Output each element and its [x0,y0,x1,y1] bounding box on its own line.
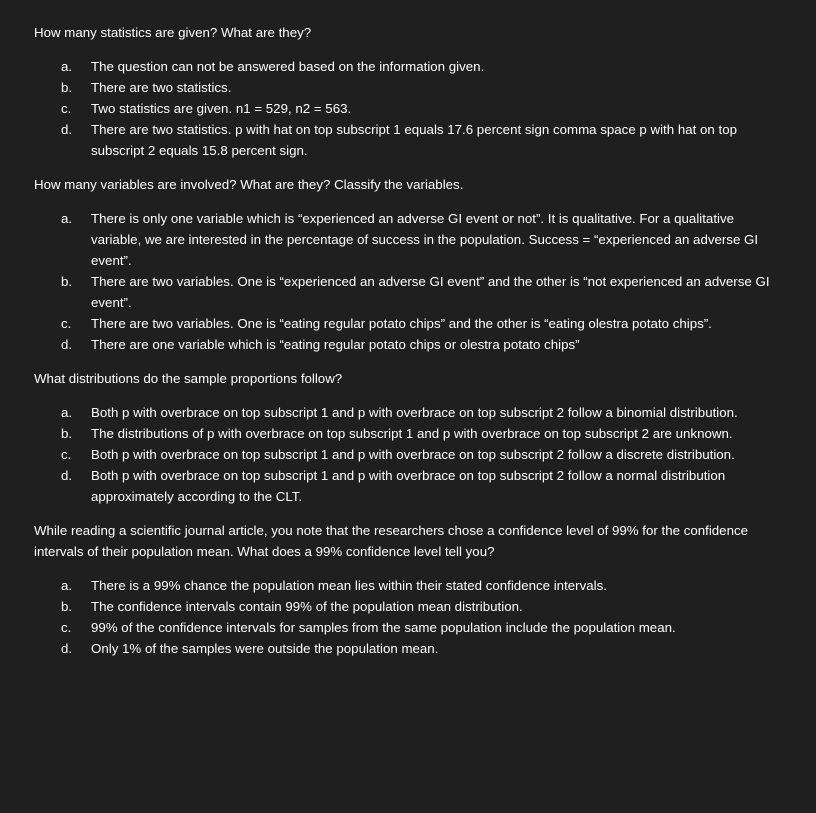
question-3 [34,368,774,507]
option-letter: a. [61,59,73,74]
option-letter: a. [61,578,73,593]
option-b[interactable] [34,271,774,313]
option-letter: b. [61,80,73,95]
option-text: There are two variables. One is “eating regular potato chips” and the other is “eating olestra potato chips”. [91,316,712,331]
option-text: The question can not be answered based on the information given. [91,59,485,74]
option-text: There are one variable which is “eating regular potato chips or olestra potato chips” [91,337,580,352]
option-text: There are two statistics. [91,80,232,95]
question-1 [34,22,774,161]
option-text: There is only one variable which is “experienced an adverse GI event or not”. It is qualitative. For a qualitative variable, we are interested in the percentage of success in the population. Success = “experienced an adverse GI event”. [91,211,759,268]
option-text: The distributions of p with overbrace on top subscript 1 and p with overbrace on top subscript 2 are unknown. [91,426,733,441]
option-text: There is a 99% chance the population mean lies within their stated confidence intervals. [91,578,607,593]
question-prompt: How many statistics are given? What are they? [34,25,312,40]
option-text: Only 1% of the samples were outside the population mean. [91,641,439,656]
question-4 [34,520,774,659]
question-2 [34,174,774,355]
question-prompt: What distributions do the sample proportions follow? [34,371,343,386]
option-d[interactable] [34,465,774,507]
options-list [34,56,774,161]
option-text: Both p with overbrace on top subscript 1 and p with overbrace on top subscript 2 follow a normal distribution approximately according to the CLT. [91,468,726,504]
option-text: Two statistics are given. n1 = 529, n2 = 563. [91,101,352,116]
option-a[interactable] [34,575,774,596]
option-letter: c. [61,101,72,116]
option-text: Both p with overbrace on top subscript 1 and p with overbrace on top subscript 2 follow a binomial distribution. [91,405,738,420]
option-text: There are two statistics. p with hat on top subscript 1 equals 17.6 percent sign comma space p with hat on top subscript 2 equals 15.8 percent sign. [91,122,737,158]
option-c[interactable] [34,444,774,465]
document-page [34,22,774,659]
option-b[interactable] [34,77,774,98]
option-letter: d. [61,641,73,656]
option-letter: b. [61,599,73,614]
option-text: The confidence intervals contain 99% of the population mean distribution. [91,599,523,614]
option-letter: b. [61,274,73,289]
option-letter: d. [61,337,73,352]
option-letter: d. [61,122,73,137]
option-letter: b. [61,426,73,441]
options-list [34,208,774,355]
option-b[interactable] [34,596,774,617]
option-letter: a. [61,405,73,420]
option-d[interactable] [34,638,774,659]
option-c[interactable] [34,313,774,334]
option-a[interactable] [34,402,774,423]
question-prompt: How many variables are involved? What are they? Classify the variables. [34,177,464,192]
option-d[interactable] [34,334,774,355]
option-letter: d. [61,468,73,483]
question-prompt: While reading a scientific journal article, you note that the researchers chose a confidence level of 99% for the confidence intervals of their population mean. What does a 99% confidence level tell you? [34,523,749,559]
option-letter: a. [61,211,73,226]
option-letter: c. [61,620,72,635]
option-a[interactable] [34,208,774,271]
option-letter: c. [61,447,72,462]
option-c[interactable] [34,98,774,119]
option-d[interactable] [34,119,774,161]
option-c[interactable] [34,617,774,638]
options-list [34,575,774,659]
option-a[interactable] [34,56,774,77]
options-list [34,402,774,507]
option-b[interactable] [34,423,774,444]
option-text: Both p with overbrace on top subscript 1 and p with overbrace on top subscript 2 follow a discrete distribution. [91,447,735,462]
option-text: 99% of the confidence intervals for samples from the same population include the population mean. [91,620,676,635]
option-text: There are two variables. One is “experienced an adverse GI event” and the other is “not experienced an adverse GI event”. [91,274,770,310]
option-letter: c. [61,316,72,331]
